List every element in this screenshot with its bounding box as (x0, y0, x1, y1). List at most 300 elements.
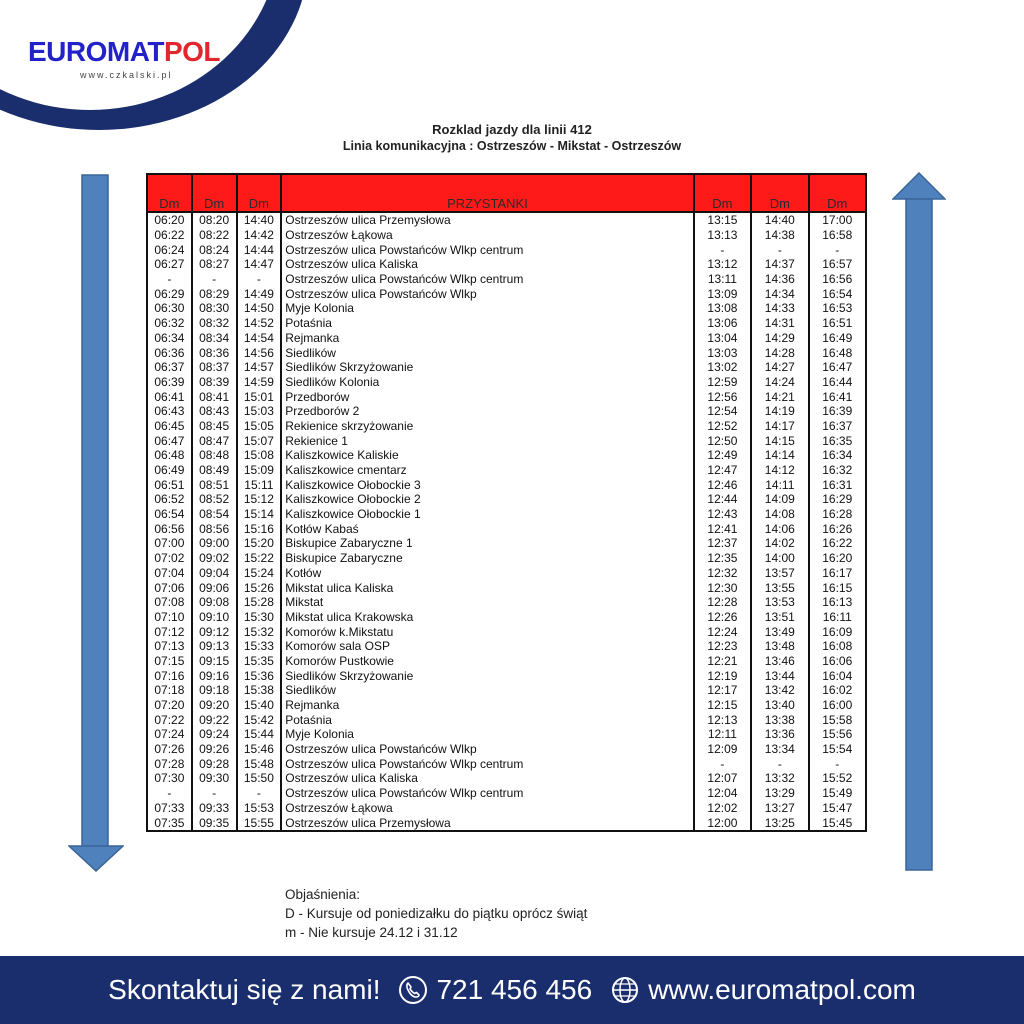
table-row (147, 404, 866, 419)
time-cell: 12:59 (694, 375, 751, 390)
table-row (147, 345, 866, 360)
time-cell: 13:27 (751, 801, 808, 816)
time-cell: 12:24 (694, 624, 751, 639)
time-cell: 07:24 (147, 727, 192, 742)
time-cell: 13:44 (751, 668, 808, 683)
time-cell: 13:48 (751, 639, 808, 654)
time-cell: 13:57 (751, 566, 808, 581)
time-cell: 15:53 (237, 801, 282, 816)
time-cell: 15:30 (237, 610, 282, 625)
time-cell: 06:32 (147, 316, 192, 331)
time-cell: 15:56 (809, 727, 866, 742)
page-title: Rozklad jazdy dla linii 412 (432, 122, 592, 137)
time-cell: 16:04 (809, 668, 866, 683)
table-row (147, 301, 866, 316)
time-cell: 09:08 (192, 595, 237, 610)
time-cell: 14:52 (237, 316, 282, 331)
stop-name-cell: Myje Kolonia (281, 301, 693, 316)
time-cell: 14:42 (237, 228, 282, 243)
time-cell: 16:35 (809, 433, 866, 448)
time-cell: 06:54 (147, 507, 192, 522)
time-cell: 07:04 (147, 566, 192, 581)
time-cell: 07:13 (147, 639, 192, 654)
time-cell: 06:52 (147, 492, 192, 507)
time-cell: 09:28 (192, 756, 237, 771)
time-cell: 09:15 (192, 654, 237, 669)
time-cell: 14:12 (751, 463, 808, 478)
time-cell: 13:49 (751, 624, 808, 639)
time-cell: 07:33 (147, 801, 192, 816)
time-cell: 06:39 (147, 375, 192, 390)
time-cell: 09:18 (192, 683, 237, 698)
time-cell: 12:41 (694, 521, 751, 536)
table-row (147, 639, 866, 654)
time-cell: 12:00 (694, 815, 751, 831)
time-cell: 15:42 (237, 712, 282, 727)
time-cell: 08:36 (192, 345, 237, 360)
time-cell: 12:09 (694, 742, 751, 757)
table-row (147, 536, 866, 551)
table-row (147, 727, 866, 742)
time-cell: 16:57 (809, 257, 866, 272)
time-cell: 07:22 (147, 712, 192, 727)
time-cell: 15:44 (237, 727, 282, 742)
stop-name-cell: Ostrzeszów ulica Kaliska (281, 257, 693, 272)
time-cell: 12:35 (694, 551, 751, 566)
time-cell: 15:46 (237, 742, 282, 757)
time-cell: 09:12 (192, 624, 237, 639)
time-cell: - (237, 272, 282, 287)
stop-name-cell: Mikstat (281, 595, 693, 610)
time-cell: 13:53 (751, 595, 808, 610)
stop-name-cell: Ostrzeszów ulica Przemysłowa (281, 212, 693, 228)
time-cell: 13:36 (751, 727, 808, 742)
timetable-body (147, 212, 866, 831)
time-cell: 14:59 (237, 375, 282, 390)
time-cell: 14:50 (237, 301, 282, 316)
time-cell: - (751, 756, 808, 771)
stop-name-cell: Mikstat ulica Krakowska (281, 610, 693, 625)
footer-phone[interactable]: 721 456 456 (436, 974, 593, 1005)
brand-logo (28, 36, 220, 68)
time-cell: 08:47 (192, 433, 237, 448)
time-cell: 14:54 (237, 331, 282, 346)
header-cell: Dm (694, 174, 751, 212)
stop-name-cell: Siedlików Kolonia (281, 375, 693, 390)
table-row (147, 654, 866, 669)
time-cell: 14:11 (751, 477, 808, 492)
time-cell: 07:16 (147, 668, 192, 683)
table-row (147, 551, 866, 566)
time-cell: 14:19 (751, 404, 808, 419)
time-cell: 15:36 (237, 668, 282, 683)
stop-name-cell: Ostrzeszów ulica Kaliska (281, 771, 693, 786)
time-cell: 15:45 (809, 815, 866, 831)
table-row (147, 242, 866, 257)
stop-name-cell: Ostrzeszów Łąkowa (281, 228, 693, 243)
time-cell: 15:58 (809, 712, 866, 727)
time-cell: 16:56 (809, 272, 866, 287)
time-cell: 08:54 (192, 507, 237, 522)
time-cell: 08:41 (192, 389, 237, 404)
time-cell: 12:46 (694, 477, 751, 492)
time-cell: 06:56 (147, 521, 192, 536)
stop-name-cell: Ostrzeszów ulica Powstańców Wlkp centrum (281, 242, 693, 257)
time-cell: 17:00 (809, 212, 866, 228)
time-cell: 13:51 (751, 610, 808, 625)
time-cell: 07:12 (147, 624, 192, 639)
time-cell: 15:55 (237, 815, 282, 831)
time-cell: 08:24 (192, 242, 237, 257)
stop-name-cell: Rekienice skrzyżowanie (281, 419, 693, 434)
time-cell: 15:20 (237, 536, 282, 551)
time-cell: 06:47 (147, 433, 192, 448)
arrow-down-icon (68, 174, 124, 872)
time-cell: 15:22 (237, 551, 282, 566)
contact-footer (0, 956, 1024, 1024)
time-cell: 07:28 (147, 756, 192, 771)
time-cell: 16:00 (809, 698, 866, 713)
time-cell: 08:22 (192, 228, 237, 243)
time-cell: 13:40 (751, 698, 808, 713)
time-cell: 12:37 (694, 536, 751, 551)
time-cell: 08:52 (192, 492, 237, 507)
time-cell: 15:49 (809, 786, 866, 801)
time-cell: 16:41 (809, 389, 866, 404)
time-cell: 12:17 (694, 683, 751, 698)
brand-name-part2: POL (163, 36, 221, 67)
time-cell: 14:08 (751, 507, 808, 522)
timetable-header-row (147, 174, 866, 212)
notes-line: m - Nie kursuje 24.12 i 31.12 (285, 925, 458, 940)
time-cell: 08:43 (192, 404, 237, 419)
time-cell: - (694, 756, 751, 771)
stop-name-cell: Rejmanka (281, 331, 693, 346)
time-cell: 06:22 (147, 228, 192, 243)
time-cell: 08:34 (192, 331, 237, 346)
time-cell: 15:50 (237, 771, 282, 786)
time-cell: 08:56 (192, 521, 237, 536)
time-cell: 15:24 (237, 566, 282, 581)
time-cell: 08:51 (192, 477, 237, 492)
time-cell: 13:12 (694, 257, 751, 272)
time-cell: 14:36 (751, 272, 808, 287)
time-cell: 13:06 (694, 316, 751, 331)
time-cell: 06:41 (147, 389, 192, 404)
table-row (147, 286, 866, 301)
time-cell: 07:18 (147, 683, 192, 698)
header-cell: Dm (809, 174, 866, 212)
table-row (147, 580, 866, 595)
time-cell: 08:37 (192, 360, 237, 375)
stop-name-cell: Rejmanka (281, 698, 693, 713)
time-cell: 15:40 (237, 698, 282, 713)
time-cell: 12:30 (694, 580, 751, 595)
time-cell: 08:32 (192, 316, 237, 331)
time-cell: 12:02 (694, 801, 751, 816)
stop-name-cell: Kaliszkowice cmentarz (281, 463, 693, 478)
table-row (147, 212, 866, 228)
time-cell: 09:04 (192, 566, 237, 581)
header-cell-stops: PRZYSTANKI (281, 174, 693, 212)
time-cell: 08:48 (192, 448, 237, 463)
table-row (147, 698, 866, 713)
table-row (147, 448, 866, 463)
stop-name-cell: Kotłów Kabaś (281, 521, 693, 536)
time-cell: 12:26 (694, 610, 751, 625)
time-cell: 13:15 (694, 212, 751, 228)
time-cell: 13:29 (751, 786, 808, 801)
time-cell: 07:08 (147, 595, 192, 610)
table-row (147, 668, 866, 683)
time-cell: 12:32 (694, 566, 751, 581)
time-cell: 08:39 (192, 375, 237, 390)
time-cell: 09:02 (192, 551, 237, 566)
time-cell: 07:20 (147, 698, 192, 713)
time-cell: 16:20 (809, 551, 866, 566)
stop-name-cell: Ostrzeszów Łąkowa (281, 801, 693, 816)
time-cell: 16:22 (809, 536, 866, 551)
time-cell: 12:15 (694, 698, 751, 713)
time-cell: 13:32 (751, 771, 808, 786)
time-cell: 06:43 (147, 404, 192, 419)
time-cell: 12:49 (694, 448, 751, 463)
time-cell: 16:11 (809, 610, 866, 625)
time-cell: 15:09 (237, 463, 282, 478)
time-cell: 06:29 (147, 286, 192, 301)
time-cell: 12:50 (694, 433, 751, 448)
time-cell: 14:06 (751, 521, 808, 536)
notes-line: D - Kursuje od poniedizałku do piątku oprócz świąt (285, 906, 588, 921)
time-cell: 14:37 (751, 257, 808, 272)
time-cell: - (192, 272, 237, 287)
time-cell: 15:52 (809, 771, 866, 786)
time-cell: - (694, 242, 751, 257)
stop-name-cell: Przedborów (281, 389, 693, 404)
time-cell: 12:54 (694, 404, 751, 419)
time-cell: 14:38 (751, 228, 808, 243)
time-cell: 14:40 (751, 212, 808, 228)
time-cell: 13:25 (751, 815, 808, 831)
web-icon (610, 975, 640, 1005)
stop-name-cell: Ostrzeszów ulica Powstańców Wlkp centrum (281, 272, 693, 287)
time-cell: 15:14 (237, 507, 282, 522)
time-cell: 07:06 (147, 580, 192, 595)
time-cell: 12:19 (694, 668, 751, 683)
table-row (147, 375, 866, 390)
brand-url: www.czkalski.pl (80, 70, 173, 80)
time-cell: 06:51 (147, 477, 192, 492)
time-cell: - (147, 786, 192, 801)
time-cell: 09:16 (192, 668, 237, 683)
stop-name-cell: Kotłów (281, 566, 693, 581)
stop-name-cell: Komorów k.Mikstatu (281, 624, 693, 639)
time-cell: 14:33 (751, 301, 808, 316)
table-row (147, 492, 866, 507)
time-cell: 16:15 (809, 580, 866, 595)
table-row (147, 433, 866, 448)
stop-name-cell: Rekienice 1 (281, 433, 693, 448)
table-row (147, 477, 866, 492)
time-cell: 14:09 (751, 492, 808, 507)
time-cell: 13:46 (751, 654, 808, 669)
stop-name-cell: Ostrzeszów ulica Powstańców Wlkp centrum (281, 786, 693, 801)
footer-website[interactable]: www.euromatpol.com (648, 974, 916, 1005)
time-cell: 15:47 (809, 801, 866, 816)
time-cell: - (751, 242, 808, 257)
time-cell: 06:30 (147, 301, 192, 316)
time-cell: 12:21 (694, 654, 751, 669)
time-cell: 14:47 (237, 257, 282, 272)
time-cell: 12:47 (694, 463, 751, 478)
time-cell: 15:26 (237, 580, 282, 595)
table-row (147, 712, 866, 727)
time-cell: 14:28 (751, 345, 808, 360)
time-cell: 15:16 (237, 521, 282, 536)
time-cell: 16:08 (809, 639, 866, 654)
time-cell: 13:02 (694, 360, 751, 375)
time-cell: 07:02 (147, 551, 192, 566)
time-cell: 08:27 (192, 257, 237, 272)
time-cell: - (237, 786, 282, 801)
time-cell: 16:28 (809, 507, 866, 522)
stop-name-cell: Biskupice Zabaryczne 1 (281, 536, 693, 551)
time-cell: 14:00 (751, 551, 808, 566)
stop-name-cell: Kaliszkowice Ołobockie 1 (281, 507, 693, 522)
time-cell: 06:45 (147, 419, 192, 434)
table-row (147, 742, 866, 757)
time-cell: 14:44 (237, 242, 282, 257)
stop-name-cell: Kaliszkowice Ołobockie 3 (281, 477, 693, 492)
time-cell: 13:55 (751, 580, 808, 595)
time-cell: 07:15 (147, 654, 192, 669)
time-cell: 14:31 (751, 316, 808, 331)
time-cell: 08:30 (192, 301, 237, 316)
time-cell: 16:51 (809, 316, 866, 331)
table-row (147, 624, 866, 639)
time-cell: 15:03 (237, 404, 282, 419)
time-cell: 15:38 (237, 683, 282, 698)
table-row (147, 507, 866, 522)
time-cell: 09:35 (192, 815, 237, 831)
time-cell: 06:49 (147, 463, 192, 478)
table-row (147, 610, 866, 625)
stop-name-cell: Mikstat ulica Kaliska (281, 580, 693, 595)
stop-name-cell: Potaśnia (281, 316, 693, 331)
brand-name-part1: EUROMAT (28, 36, 164, 67)
time-cell: 09:22 (192, 712, 237, 727)
time-cell: 06:34 (147, 331, 192, 346)
time-cell: 15:33 (237, 639, 282, 654)
time-cell: 14:34 (751, 286, 808, 301)
time-cell: 14:27 (751, 360, 808, 375)
time-cell: 16:49 (809, 331, 866, 346)
time-cell: 13:04 (694, 331, 751, 346)
time-cell: 15:48 (237, 756, 282, 771)
header-cell: Dm (147, 174, 192, 212)
time-cell: 15:12 (237, 492, 282, 507)
table-row (147, 419, 866, 434)
time-cell: - (192, 786, 237, 801)
time-cell: 13:08 (694, 301, 751, 316)
time-cell: 16:47 (809, 360, 866, 375)
time-cell: 14:29 (751, 331, 808, 346)
time-cell: 16:02 (809, 683, 866, 698)
time-cell: 12:44 (694, 492, 751, 507)
time-cell: 16:17 (809, 566, 866, 581)
stop-name-cell: Siedlików (281, 683, 693, 698)
stop-name-cell: Siedlików Skrzyżowanie (281, 668, 693, 683)
time-cell: 14:15 (751, 433, 808, 448)
table-row (147, 331, 866, 346)
time-cell: 16:58 (809, 228, 866, 243)
time-cell: 16:09 (809, 624, 866, 639)
time-cell: 13:13 (694, 228, 751, 243)
table-row (147, 463, 866, 478)
time-cell: 15:28 (237, 595, 282, 610)
page-subtitle: Linia komunikacyjna : Ostrzeszów - Mikstat - Ostrzeszów (342, 139, 682, 153)
stop-name-cell: Komorów sala OSP (281, 639, 693, 654)
time-cell: 15:54 (809, 742, 866, 757)
stop-name-cell: Ostrzeszów ulica Powstańców Wlkp (281, 286, 693, 301)
table-row (147, 771, 866, 786)
table-row (147, 595, 866, 610)
time-cell: 08:45 (192, 419, 237, 434)
time-cell: 06:20 (147, 212, 192, 228)
table-row (147, 272, 866, 287)
time-cell: 09:24 (192, 727, 237, 742)
table-row (147, 801, 866, 816)
time-cell: 16:53 (809, 301, 866, 316)
time-cell: 16:06 (809, 654, 866, 669)
time-cell: 16:54 (809, 286, 866, 301)
time-cell: 14:21 (751, 389, 808, 404)
time-cell: - (809, 756, 866, 771)
time-cell: 15:01 (237, 389, 282, 404)
table-row (147, 316, 866, 331)
time-cell: 12:07 (694, 771, 751, 786)
time-cell: 06:36 (147, 345, 192, 360)
time-cell: 15:07 (237, 433, 282, 448)
stop-name-cell: Siedlików Skrzyżowanie (281, 360, 693, 375)
time-cell: 08:20 (192, 212, 237, 228)
stop-name-cell: Potaśnia (281, 712, 693, 727)
time-cell: 13:11 (694, 272, 751, 287)
header-cell: Dm (237, 174, 282, 212)
time-cell: 12:04 (694, 786, 751, 801)
time-cell: 16:48 (809, 345, 866, 360)
time-cell: 14:57 (237, 360, 282, 375)
time-cell: 14:17 (751, 419, 808, 434)
time-cell: 08:29 (192, 286, 237, 301)
time-cell: 09:10 (192, 610, 237, 625)
time-cell: 12:56 (694, 389, 751, 404)
stop-name-cell: Przedborów 2 (281, 404, 693, 419)
time-cell: 14:02 (751, 536, 808, 551)
time-cell: 06:48 (147, 448, 192, 463)
time-cell: 09:30 (192, 771, 237, 786)
table-row (147, 683, 866, 698)
time-cell: 16:29 (809, 492, 866, 507)
stop-name-cell: Kaliszkowice Kaliskie (281, 448, 693, 463)
time-cell: 09:20 (192, 698, 237, 713)
stop-name-cell: Ostrzeszów ulica Powstańców Wlkp (281, 742, 693, 757)
notes-heading: Objaśnienia: (285, 887, 361, 902)
time-cell: 14:56 (237, 345, 282, 360)
time-cell: 16:31 (809, 477, 866, 492)
table-row (147, 360, 866, 375)
time-cell: 16:37 (809, 419, 866, 434)
